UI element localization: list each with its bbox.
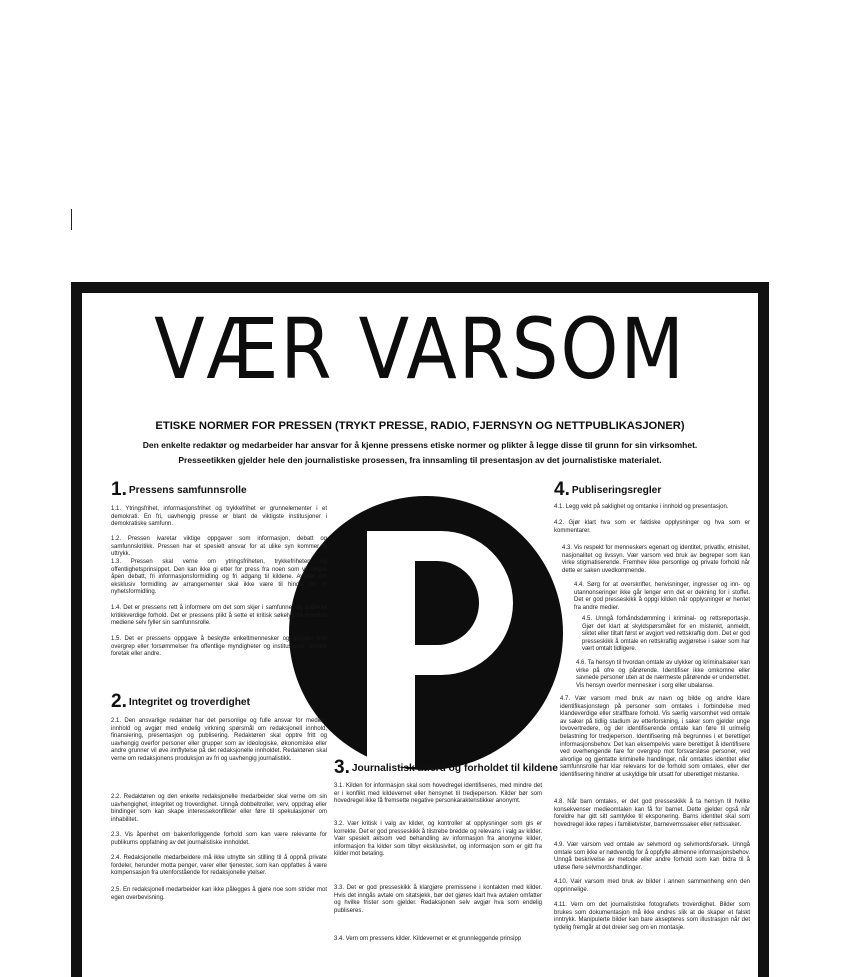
paragraph-3-2: 3.2. Vær kritisk i valg av kilder, og kontroller at opplysninger som gis er korrekte. Det er god presseskikk å tilstrebe bredde og relevans i valg av kilder. Vær spesielt aktsom ved behandling av informasjon fra anonyme kilder, informasjon fra kilder som tilbyr eksklusivitet, og informasjon som er gitt fra kilder mot betaling. [334,821,542,858]
paragraph-4-10: 4.10. Vær varsom med bruk av bilder i annen sammenheng enn den opprinnelige. [554,879,750,893]
section-1-title [111,479,247,501]
section-2-label: Integritet og troverdighet [128,697,250,708]
section-2-title [111,691,250,713]
section-3-number: 3. [334,757,350,778]
paragraph-1-3: 1.3. Pressen skal verne om ytringsfriheten, trykkefriheten og offentlighetsprinsippet. Den kan ikke gi etter for press fra noen som vil hindre åpen debatt, fri informasjonsformidling og fri adgang til kildene. Avtaler om eksklusiv formidling av arrangementer skal ikke være til hinder for fri nyhetsformidling. [111,559,327,596]
section-2-number: 2. [111,691,127,712]
paragraph-2-3: 2.3. Vis åpenhet om bakenforliggende forhold som kan være relevante for publikums oppfatning av det journalistiske innholdet. [111,832,327,846]
paragraph-3-1: 3.1. Kilden for informasjon skal som hovedregel identifiseres, med mindre det er i konflikt med kildevernet eller hensynet til tredjeperson. Kilder bør som hovedregel ikke få fremsette negative personkarakteristikker anonymt. [334,783,542,805]
poster-title: VÆR VARSOM [154,300,686,398]
section-3-label: Journalistisk atferd og forholdet til kildene [351,763,558,774]
section-3-title [334,757,558,779]
section-4-title [554,479,661,501]
paragraph-4-1: 4.1. Legg vekt på saklighet og omtanke i innhold og presentasjon. [554,504,729,510]
paragraph-1-5: 1.5. Det er pressens oppgave å beskytte enkeltmennesker og grupper mot overgrep eller forsømmelser fra offentlige myndigheter og institusjoner, private foretak eller andre. [111,636,327,658]
section-1-label: Pressens samfunnsrolle [128,485,247,496]
paragraph-4-4: 4.4. Sørg for at overskrifter, henvisninger, ingresser og inn- og utannonseringer ikke går lenger enn det er dekning for i stoffet. Det er god presseskikk å oppgi kilden når opplysninger er hentet fra andre medier. [574,582,750,611]
paragraph-1-2: 1.2. Pressen ivaretar viktige oppgaver som informasjon, debatt og samfunnskritikk. Pressen har et spesielt ansvar for at ulike syn kommer til uttrykk. [111,536,327,558]
paragraph-4-5: 4.5. Unngå forhåndsdømming i kriminal- og rettsreportasje. Gjør det klart at skyldspørsmålet for en mistenkt, anmeldt, siktet eller tiltalt først er avgjort ved rettskraftig dom. Det er god presseskikk å omtale en rettskraftig avgjørelse i saker som har vært omtalt tidligere. [582,616,750,653]
text-cursor [71,209,72,230]
paragraph-2-1: 2.1. Den ansvarlige redaktør har det personlige og fulle ansvar for mediets innhold og avgjør med endelig virkning spørsmål om redaksjonell innhold, finansiering, presentasjon og publisering. Redaktøren skal opptre fritt og uavhengig overfor personer eller grupper som av ideologiske, økonomiske eller andre grunner vil øve innflytelse på det redaksjonelle innholdet. Redaktøren skal verne om redaksjonens produksjon av fri og uavhengig journalistikk. [111,718,327,762]
section-1-number: 1. [111,479,127,500]
poster-subtitle: ETISKE NORMER FOR PRESSEN (TRYKT PRESSE, RADIO, FJERNSYN OG NETTPUBLIKASJONER) [155,420,685,432]
paragraph-4-11: 4.11. Vern om det journalistiske fotografiets troverdighet. Bilder som brukes som dokumentasjon må ikke endres slik at de skaper et falskt inntrykk. Manipulerte bilder kan bare aksepteres som illustrasjon når det tydelig fremgår at det dreier seg om en montasje. [554,902,750,931]
poster-page [82,293,758,977]
paragraph-4-9: 4.9. Vær varsom ved omtale av selvmord og selvmordsforsøk. Unngå omtale som ikke er nødvendig for å oppfylle allmenne informasjonsbehov. Unngå beskrivelse av metode eller andre forhold som kan bidra til å utløse flere selvmordshandlinger. [554,842,750,871]
section-4-number: 4. [554,479,570,500]
paragraph-1-4: 1.4. Det er pressens rett å informere om det som skjer i samfunnet og avdekke kritikkverdige forhold. Det er pressens plikt å sette et kritisk søkelys på hvordan mediene selv fyller sin samfunnsrolle. [111,605,327,627]
paragraph-4-2: 4.2. Gjør klart hva som er faktiske opplysninger og hva som er kommentarer. [554,520,750,534]
section-4-label: Publiseringsregler [571,485,662,496]
paragraph-4-6: 4.6. Ta hensyn til hvordan omtale av ulykker og kriminalsaker kan virke på ofre og pårørende. Identifiser ikke omkomne eller savnede personer uten at de nærmeste pårørende er underrettet. Vis hensyn overfor mennesker i sorg eller ubalanse. [576,660,750,689]
poster-image [71,282,769,977]
paragraph-2-4: 2.4. Redaksjonelle medarbeidere må ikke utnytte sin stilling til å oppnå private fordeler, herunder motta penger, varer eller tjenester, som kan oppfattes å være kompensasjon fra utenforstående for redaksjonelle ytelser. [111,855,327,877]
pressens-logo [289,491,563,775]
paragraph-1-1: 1.1. Ytringsfrihet, informasjonsfrihet og trykkefrihet er grunnelementer i et demokrati. En fri, uavhengig presse er blant de viktigste institusjoner i demokratiske samfunn. [111,506,327,528]
paragraph-4-8: 4.8. Når barn omtales, er det god presseskikk å ta hensyn til hvilke konsekvenser medieomtalen kan få for barnet. Dette gjelder også når foreldre har gitt sitt samtykke til eksponering. Barns identitet skal som hovedregel ikke røpes i familietvister, barnevernssaker eller rettssaker. [554,799,750,828]
poster-intro-2: Presseetikken gjelder hele den journalistiske prosessen, fra innsamling til presentasjon av det journalistiske materialet. [178,455,662,465]
poster-intro-1: Den enkelte redaktør og medarbeider har ansvar for å kjenne pressens etiske normer og plikter å legge disse til grunn for sin virksomhet. [142,440,698,450]
paragraph-3-3: 3.3. Det er god presseskikk å klargjøre premissene i kontakten med kilder. Hvis det inngås avtale om sitatsjekk, bør det gjøres klart hva avtalen omfatter og hvilke frister som gjelder. Redaksjonen selv avgjør hva som endelig publiseres. [334,885,542,914]
paragraph-3-4: 3.4. Vern om pressens kilder. Kildevernet er et grunnleggende prinsipp [334,936,522,942]
paragraph-2-2: 2.2. Redaktøren og den enkelte redaksjonelle medarbeider skal verne om sin uavhengighet, integritet og troverdighet. Unngå dobbeltroller, verv, oppdrag eller bindinger som kan skape interessekonflikter eller føre til spekulasjoner om inhabilitet. [111,794,327,823]
paragraph-2-5: 2.5. En redaksjonell medarbeider kan ikke pålegges å gjøre noe som strider mot egen overbevisning. [111,887,327,901]
paragraph-4-3: 4.3. Vis respekt for menneskers egenart og identitet, privatliv, etnisitet, nasjonalitet og livssyn. Vær varsom ved bruk av begreper som kan virke stigmatiserende. Fremhev ikke personlige og private forhold når dette er saken uvedkommende. [562,545,750,574]
paragraph-4-7: 4.7. Vær varsom med bruk av navn og bilde og andre klare identifikasjonstegn på personer som omtales i forbindelse med klandeverdige eller straffbare forhold. Vis særlig varsomhet ved omtale av saker på tidlig stadium av etterforskning, i saker som gjelder unge lovovertredere, og der identifiserende omtale kan føre til urimelig belastning for tredjeperson. Identifisering må begrunnes i et berettiget informasjonsbehov. Det kan eksempelvis være berettiget å identifisere ved overhengende fare for overgrep mot forsvarsløse personer, ved alvorlige og gjentatte kriminelle handlinger, når omtaltes identitet eller samfunnsrolle har klar relevans for de forhold som omtales, eller der identifisering hindrer at uskyldige blir utsatt for uberettiget mistanke. [560,696,750,778]
